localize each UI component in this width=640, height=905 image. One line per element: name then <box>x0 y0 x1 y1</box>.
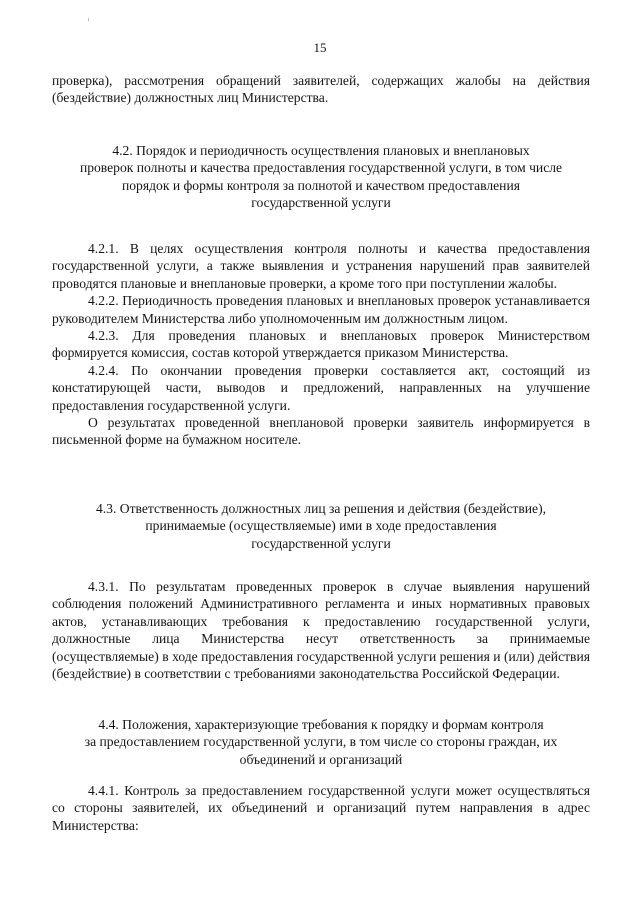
paragraph-4-2-1: 4.2.1. В целях осуществления контроля полноты и качества предоставления государственной услуги, а также выявления и устранения нарушений прав заявителей проводятся плановые и внеплановые проверки, а кроме того при поступлении жалобы. <box>52 241 590 291</box>
intro-line: проверка), рассмотрения обращений заявителей, содержащих жалобы на действия <box>52 73 590 88</box>
heading-line: государственной услуги <box>251 535 391 551</box>
paragraph-4-2-4: 4.2.4. По окончании проведения проверки составляется акт, состоящий из констатирующей части, выводов и предложений, направленных на улучшение предоставления государственной услуги. <box>52 362 590 413</box>
paragraph-4-2-3: 4.2.3. Для проведения плановых и внеплановых проверок Министерством формируется комиссия, состав которой утверждается приказом Министерства. <box>52 328 590 361</box>
paragraph-4-4-1: 4.4.1. Контроль за предоставлением государственной услуги может осуществляться со стороны заявителей, их объединений и организаций путем направления в адрес Министерства: <box>52 783 590 833</box>
heading-line: проверок полноты и качества предоставления государственной услуги, в том числе <box>79 160 563 176</box>
heading-line: порядок и формы контроля за полнотой и качеством предоставления <box>121 177 520 193</box>
section-body-4-3 <box>52 578 590 682</box>
heading-line: 4.4. Положения, характеризующие требования к порядку и формам контроля <box>98 717 544 732</box>
heading-line: принимаемые (осуществляемые) ими в ходе предоставления <box>145 518 497 534</box>
section-heading-4-2 <box>52 142 590 212</box>
intro-line: (бездействие) должностных лиц Министерства. <box>52 90 329 106</box>
heading-line: объединений и организаций <box>239 751 403 767</box>
paragraph-4-2-2: 4.2.2. Периодичность проведения плановых и внеплановых проверок устанавливается руководителем Министерства либо уполномоченным им должностным лицом. <box>52 293 590 326</box>
section-heading-4-3 <box>52 500 590 552</box>
heading-line: 4.3. Ответственность должностных лиц за решения и действия (бездействие), <box>95 501 547 516</box>
heading-line: государственной услуги <box>251 195 391 211</box>
paragraph-4-3-1: 4.3.1. По результатам проведенных проверок в случае выявления нарушений соблюдения положений Административного регламента и иных нормативных правовых актов, устанавливающих требования к предоставлению государственной услуги, должностные лица Министерства несут ответственность за принимаемые (осуществляемые) в ходе предоставления государственной услуги решения и (или) действия (бездействие) в соответствии с требованиями законодательства Российской Федерации. <box>52 579 590 682</box>
heading-line: 4.2. Порядок и периодичность осуществления плановых и внеплановых <box>112 143 530 158</box>
heading-line: за предоставлением государственной услуги, в том числе со стороны граждан, их <box>84 734 558 750</box>
section-body-4-4 <box>52 782 590 834</box>
section-heading-4-4 <box>52 716 590 768</box>
intro-text <box>52 72 590 107</box>
section-body-4-2 <box>52 240 590 449</box>
scan-speck <box>88 18 89 21</box>
page-number: 15 <box>313 40 327 55</box>
paragraph-4-2-result: О результатах проведенной внеплановой проверки заявитель информируется в письменной форме на бумажном носителе. <box>52 415 590 448</box>
